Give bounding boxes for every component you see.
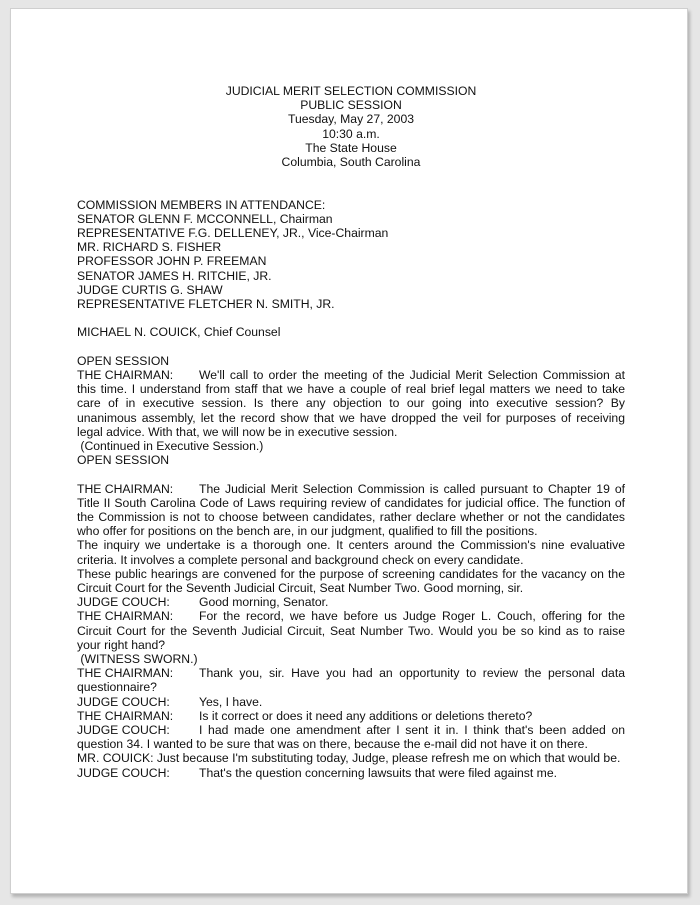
member-line: JUDGE CURTIS G. SHAW	[77, 282, 223, 297]
speech-block	[77, 595, 625, 609]
member-line: PROFESSOR JOHN P. FREEMAN	[77, 254, 267, 269]
speech-text: Thank you, sir. Have you had an opportunity to review the personal data questionnaire?	[77, 666, 625, 695]
speech-block	[77, 695, 625, 709]
member-line: MR. RICHARD S. FISHER	[77, 240, 222, 255]
speech-text: Yes, I have.	[199, 694, 263, 709]
header-line-city: Columbia, South Carolina	[281, 155, 421, 170]
speech-text: Is it correct or does it need any additions or deletions thereto?	[199, 708, 533, 723]
member-line: REPRESENTATIVE FLETCHER N. SMITH, JR.	[77, 297, 335, 312]
header-line-session: PUBLIC SESSION	[300, 98, 402, 113]
speech-block: MR. COUICK: Just because I'm substituting today, Judge, please refresh me on which that would be.	[77, 751, 621, 766]
speaker-label: THE CHAIRMAN:	[77, 666, 174, 681]
stage-note: (Continued in Executive Session.)	[77, 439, 264, 454]
speaker-label: THE CHAIRMAN:	[77, 708, 174, 723]
speech-block	[77, 666, 625, 694]
header-line-commission: JUDICIAL MERIT SELECTION COMMISSION	[225, 84, 477, 98]
speech-text: I had made one amendment after I sent it in. I think that's been added on question 34. I wanted to be sure that was on there, because the e-mail did not have it on there.	[77, 723, 625, 752]
paragraph: The inquiry we undertake is a thorough one. It centers around the Commission's nine evaluative criteria. It involves a complete personal and background check on every candidate.	[77, 538, 625, 567]
members-section	[77, 198, 625, 312]
speech-block	[77, 723, 625, 751]
speech-text: The Judicial Merit Selection Commission is called pursuant to Chapter 19 of Title II South Carolina Code of Laws requiring review of candidates for judicial office. The function of the Commission is not to choose between candidates, rather declare whether or not the candidates who offer for positions on the bench are, in our judgment, qualified to fill the positions.	[77, 481, 625, 539]
speech-block	[77, 482, 625, 539]
speech-text: Good morning, Senator.	[199, 595, 329, 610]
document-header	[77, 84, 625, 169]
speech-block	[77, 368, 625, 439]
speech-block	[77, 609, 625, 652]
speech-text: For the record, we have before us Judge Roger L. Couch, offering for the Circuit Court for the Seventh Judicial Circuit, Seat Number Two. Would you be so kind as to raise your right hand?	[77, 609, 625, 652]
speaker-label: THE CHAIRMAN:	[77, 368, 174, 382]
speaker-label: JUDGE COUCH:	[77, 723, 170, 738]
document-page	[10, 8, 688, 894]
speech-text: We'll call to order the meeting of the Judicial Merit Selection Commission at this time. I understand from staff that we have a couple of real brief legal matters we need to take care of in executive session. Is there any objection to our going into executive session? By unanimous assembly, let the record show that we have dropped the veil for purposes of receiving legal advice. With that, we will now be in executive session.	[77, 368, 625, 439]
speech-block	[77, 766, 625, 780]
members-title: COMMISSION MEMBERS IN ATTENDANCE:	[77, 197, 326, 212]
member-line: REPRESENTATIVE F.G. DELLENEY, JR., Vice-Chairman	[77, 226, 389, 240]
header-line-date: Tuesday, May 27, 2003	[287, 112, 414, 127]
header-line-place: The State House	[305, 140, 397, 155]
open-session-heading: OPEN SESSION	[77, 353, 170, 368]
member-line: SENATOR JAMES H. RITCHIE, JR.	[77, 268, 272, 283]
transcript	[77, 84, 625, 780]
speaker-label: THE CHAIRMAN:	[77, 609, 174, 624]
speech-block	[77, 709, 625, 723]
chief-counsel: MICHAEL N. COUICK, Chief Counsel	[77, 325, 281, 340]
speaker-label: THE CHAIRMAN:	[77, 481, 174, 496]
speaker-label: JUDGE COUCH:	[77, 595, 170, 610]
speaker-label: JUDGE COUCH:	[77, 765, 170, 780]
header-line-time: 10:30 a.m.	[322, 126, 380, 141]
open-session-heading: OPEN SESSION	[77, 453, 170, 468]
member-line: SENATOR GLENN F. MCCONNELL, Chairman	[77, 211, 333, 226]
speaker-label: JUDGE COUCH:	[77, 694, 170, 709]
stage-note: (WITNESS SWORN.)	[77, 652, 198, 667]
paragraph: These public hearings are convened for the purpose of screening candidates for the vacancy on the Circuit Court for the Seventh Judicial Circuit, Seat Number Two. Good morning, sir.	[77, 566, 625, 596]
speech-text: That's the question concerning lawsuits that were filed against me.	[199, 765, 557, 780]
